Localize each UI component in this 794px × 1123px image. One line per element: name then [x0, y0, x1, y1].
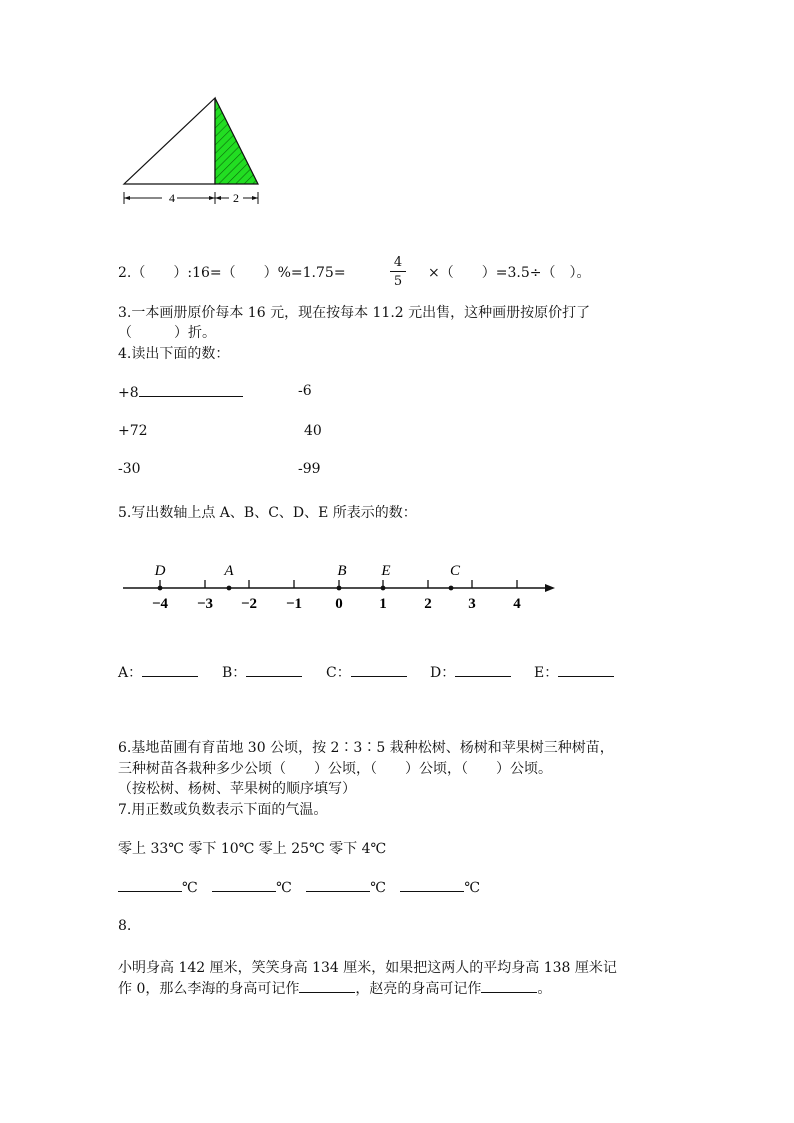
number-minus-30: -30: [118, 461, 141, 477]
answer-e: E：: [534, 662, 614, 682]
number-minus-99: -99: [298, 461, 321, 477]
triangle-white-part: [124, 98, 215, 184]
answer-blank-d[interactable]: [455, 663, 511, 677]
point-label-d: D: [154, 563, 166, 579]
answer-blank-lihai[interactable]: [299, 979, 355, 993]
answer-blank-e[interactable]: [558, 663, 614, 677]
number-plus-72: +72: [118, 423, 148, 439]
fraction-denominator: 5: [393, 274, 403, 289]
point-label-e: E: [381, 563, 391, 579]
point-e: [381, 586, 386, 591]
fraction-numerator: 4: [390, 255, 406, 272]
number-line: [115, 555, 565, 620]
tick-label: 3: [468, 596, 476, 612]
question-5-title: 5.写出数轴上点 A、B、C、D、E 所表示的数：: [118, 505, 417, 521]
tick-label: −3: [196, 596, 214, 612]
tick-label: 0: [335, 596, 343, 612]
number-line-arrow: [545, 584, 555, 592]
temp-blank[interactable]: [118, 878, 182, 892]
answer-blank-zhaoliang[interactable]: [481, 979, 537, 993]
point-d: [158, 586, 163, 591]
tick-label: 1: [379, 596, 387, 612]
answer-d: D：: [430, 662, 511, 682]
point-b: [337, 586, 342, 591]
answer-blank[interactable]: [139, 383, 243, 397]
tick-label: −2: [240, 596, 258, 612]
answer-a: A：: [118, 662, 198, 682]
question-2-part2: ×（ ）=3.5÷（ ）。: [428, 265, 591, 281]
answer-c: C：: [326, 662, 407, 682]
number-minus-6: -6: [298, 383, 312, 399]
triangle-shaded-part: [215, 98, 258, 184]
number-plus-8: +8: [118, 383, 243, 401]
tick-label: 2: [424, 596, 432, 612]
tick-label: 4: [513, 596, 521, 612]
point-label-b: B: [337, 563, 347, 579]
point-a: [227, 586, 232, 591]
question-8-line1: 小明身高 142 厘米，笑笑身高 134 厘米，如果把这两人的平均身高 138 厘米记: [118, 960, 617, 976]
question-2-part1: 2.（ ）:16=（ ）%=1.75=: [118, 265, 346, 281]
point-label-c: C: [449, 563, 461, 579]
point-label-a: A: [224, 563, 234, 579]
answer-blank-a[interactable]: [142, 663, 198, 677]
answer-b: B：: [222, 662, 302, 682]
question-4-title: 4.读出下面的数：: [118, 346, 230, 362]
triangle-figure: [115, 92, 275, 212]
question-6-line3: （按松树、杨树、苹果树的顺序填写）: [118, 781, 356, 797]
question-7-answers: ℃ ℃ ℃ ℃: [118, 878, 480, 896]
number-40: 40: [304, 423, 322, 439]
question-8-line2: 作 0，那么李海的身高可记作 ，赵亮的身高可记作 。: [118, 981, 552, 997]
length-label-4: 4: [169, 191, 175, 205]
point-c: [449, 586, 454, 591]
tick-label: −4: [151, 596, 169, 612]
answer-blank-b[interactable]: [246, 663, 302, 677]
question-8-number: 8.: [118, 918, 132, 934]
temp-blank[interactable]: [212, 878, 276, 892]
tick-label: −1: [285, 596, 303, 612]
temp-blank[interactable]: [306, 878, 370, 892]
question-6-line1: 6.基地苗圃有育苗地 30 公顷，按 2∶3∶5 栽种松树、杨树和苹果树三种树苗，: [118, 740, 614, 756]
question-3-line2: （ ）折。: [118, 325, 216, 341]
answer-blank-c[interactable]: [351, 663, 407, 677]
fraction-4-5: [390, 255, 406, 290]
question-7-title: 7.用正数或负数表示下面的气温。: [118, 802, 328, 818]
question-3-line1: 3.一本画册原价每本 16 元，现在按每本 11.2 元出售，这种画册按原价打了: [118, 305, 591, 321]
temp-blank[interactable]: [400, 878, 464, 892]
question-7-temperatures: 零上 33℃ 零下 10℃ 零上 25℃ 零下 4℃: [118, 841, 387, 857]
question-6-line2: 三种树苗各栽种多少公顷（ ）公顷，（ ）公顷，（ ）公顷。: [118, 761, 552, 777]
length-label-2: 2: [233, 191, 239, 205]
